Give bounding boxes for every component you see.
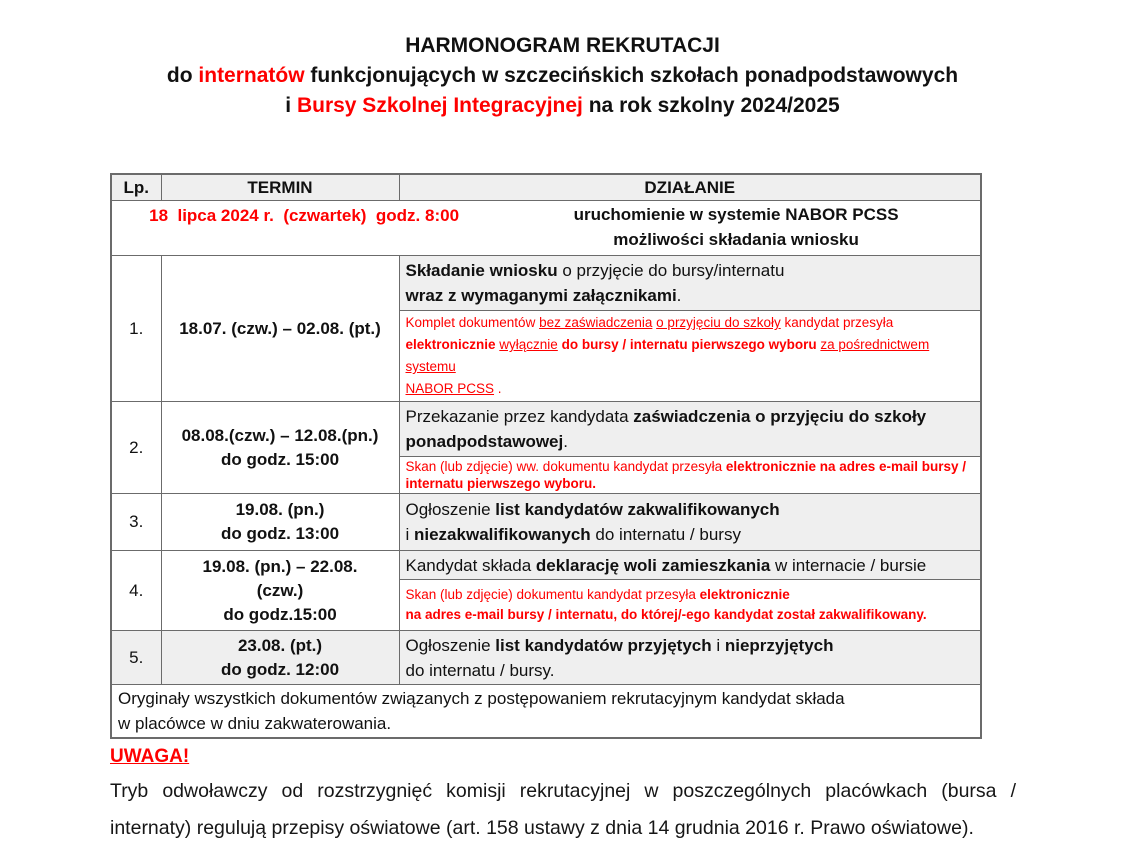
title-line-2: do internatów funkcjonujących w szczecińskich szkołach ponadpodstawowych <box>166 64 959 87</box>
row-term: 23.08. (pt.) do godz. 12:00 <box>161 631 399 685</box>
row-action: Kandydat składa deklarację woli zamieszkania w internacie / bursie <box>399 551 981 580</box>
table-row <box>111 494 981 551</box>
opening-action-line-2: możliwości składania wniosku <box>613 230 859 249</box>
column-header-dzialanie: DZIAŁANIE <box>399 174 981 201</box>
title-line-1: HARMONOGRAM REKRUTACJI <box>405 34 720 57</box>
column-header-lp: Lp. <box>111 174 161 201</box>
row-term: 19.08. (pn.) do godz. 13:00 <box>161 494 399 551</box>
recruitment-schedule-table <box>110 173 982 739</box>
row-action: Ogłoszenie list kandydatów przyjętych i nieprzyjętych do internatu / bursy. <box>399 631 981 685</box>
row-action: Przekazanie przez kandydata zaświadczenia o przyjęciu do szkoły ponadpodstawowej. <box>399 402 981 457</box>
table-footer-row <box>111 685 981 739</box>
table-header-row <box>111 174 981 201</box>
table-row <box>111 631 981 685</box>
row-action: Składanie wniosku o przyjęcie do bursy/internatu wraz z wymaganymi załącznikami. <box>399 256 981 311</box>
table-row <box>111 256 981 311</box>
table-row <box>111 402 981 457</box>
row-number: 5. <box>111 631 161 685</box>
opening-date: 18 lipca 2024 r. (czwartek) godz. 8:00 <box>149 206 460 225</box>
opening-cell <box>111 201 981 256</box>
appeal-paragraph: Tryb odwoławczy od rozstrzygnięć komisji rekrutacyjnej w poszczególnych placówkach (bursa / internaty) regulują przepisy oświatowe (art. 158 ustawy z dnia 14 grudnia 2016 r. Prawo oświatowe). <box>110 780 1016 839</box>
row-number: 1. <box>111 256 161 402</box>
row-term: 18.07. (czw.) – 02.08. (pt.) <box>161 256 399 402</box>
row-term: 19.08. (pn.) – 22.08. (czw.) do godz.15:00 <box>161 551 399 631</box>
table-row <box>111 551 981 580</box>
document-title <box>0 31 1125 121</box>
table-footer-note: Oryginały wszystkich dokumentów związanych z postępowaniem rekrutacyjnym kandydat składa w placówce w dniu zakwaterowania. <box>111 685 981 739</box>
row-number: 3. <box>111 494 161 551</box>
row-action: Ogłoszenie list kandydatów zakwalifikowanych i niezakwalifikowanych do internatu / bursy <box>399 494 981 551</box>
opening-action <box>494 202 978 252</box>
opening-action-line-1: uruchomienie w systemie NABOR PCSS <box>573 205 899 224</box>
title-line-3: i Bursy Szkolnej Integracyjnej na rok szkolny 2024/2025 <box>285 94 840 117</box>
row-note: Skan (lub zdjęcie) ww. dokumentu kandydat przesyła elektronicznie na adres e-mail bursy / internatu pierwszego wyboru. <box>399 457 981 494</box>
row-number: 4. <box>111 551 161 631</box>
row-note: Komplet dokumentów bez zaświadczenia o przyjęciu do szkoły kandydat przesyła elektronicznie wyłącznie do bursy / internatu pierwszego wyboru za pośrednictwem systemu NABOR PCSS . <box>399 311 981 402</box>
opening-row <box>111 201 981 256</box>
uwaga-heading: UWAGA! <box>110 746 190 767</box>
column-header-termin: TERMIN <box>161 174 399 201</box>
row-term: 08.08.(czw.) – 12.08.(pn.) do godz. 15:00 <box>161 402 399 494</box>
row-number: 2. <box>111 402 161 494</box>
row-note: Skan (lub zdjęcie) dokumentu kandydat przesyła elektronicznie na adres e-mail bursy / internatu, do której/-ego kandydat został zakwalifikowany. <box>399 580 981 631</box>
